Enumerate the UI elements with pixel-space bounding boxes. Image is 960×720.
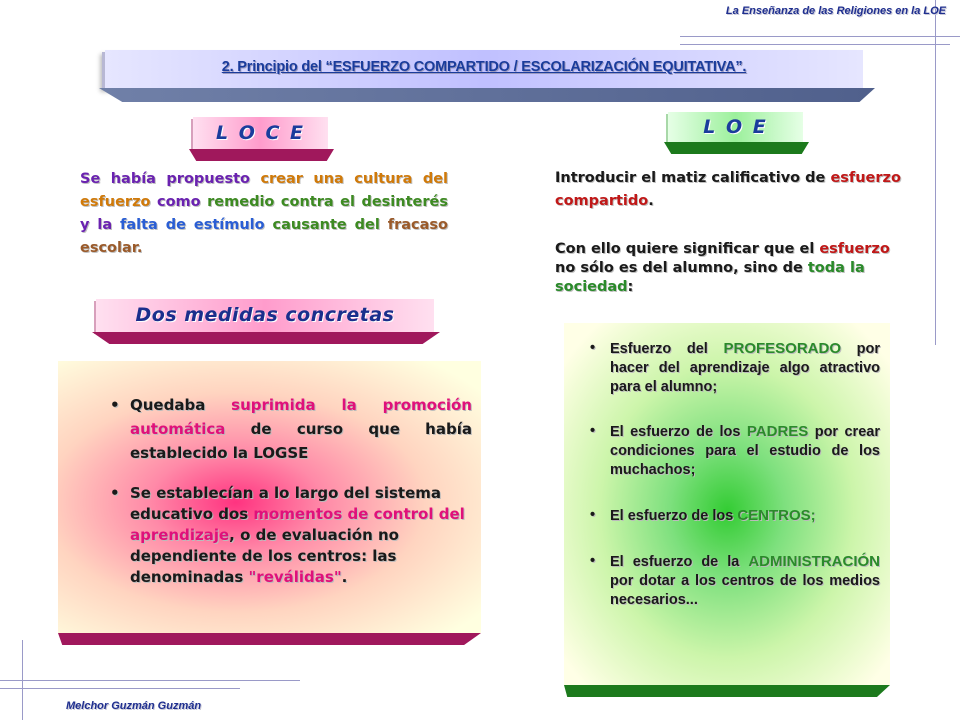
bullet-icon: • [110,396,120,414]
loce-label-bevel [189,149,334,161]
measure-text: , o de evaluación no dependiente de los centros: las denominadas [130,526,399,586]
list-item [590,422,880,480]
loe-label: L O E [703,116,768,138]
list-item [110,483,472,588]
loe-intro-part: . [648,193,654,209]
loe-efforts-panel-bevel [564,685,890,697]
loce-paragraph [80,168,448,260]
list-item [110,393,472,465]
effort-highlight: PROFESORADO [723,340,841,357]
decor-horizontal-line-bottom-left-1 [0,680,300,681]
measure-highlight: "reválidas" [248,568,342,586]
loce-paragraph-part: como [150,194,208,210]
loce-paragraph-highlight: fracaso escolar. [80,217,448,256]
effort-text: ; [810,507,816,524]
loe-meaning-part: : [627,279,634,295]
loce-label: L O C E [215,122,306,144]
loe-meaning-part: no sólo es del alumno, sino de [555,260,808,276]
loe-label-box [668,112,803,142]
loce-measures-panel-bevel [58,633,481,645]
loce-paragraph-part: causante del [264,217,388,233]
list-item [590,339,881,397]
loce-paragraph-highlight: crear una cultura del esfuerzo [80,171,449,210]
bullet-icon: • [590,553,596,569]
loe-intro-highlight: esfuerzo compartido [555,170,901,209]
decor-horizontal-line-bottom-left-2 [0,688,240,689]
effort-highlight: PADRES [746,423,809,440]
loe-meaning-part: Con ello quiere significar que el [555,241,820,257]
loce-paragraph-highlight: falta de estímulo [120,217,265,233]
effort-text: El esfuerzo de los [610,508,738,524]
bullet-icon: • [590,423,596,439]
bullet-icon: • [590,507,596,523]
loce-label-box [193,117,328,149]
loce-paragraph-part: y la [80,217,121,233]
effort-text: El esfuerzo de la [610,554,749,570]
measures-label-box [96,299,434,332]
list-item [590,552,880,610]
loe-meaning-highlight: toda la sociedad [555,260,865,295]
title-banner [105,50,863,88]
title-banner-bevel [99,88,875,102]
loce-paragraph-highlight: remedio contra el desinterés [207,194,448,210]
measure-highlight: momentos de control del aprendizaje [130,505,465,544]
list-item [590,506,880,526]
decor-horizontal-line-top-right-1 [680,36,960,37]
loe-intro-paragraph [555,167,903,213]
measure-text: Se establecían a lo largo del sistema educativo dos [130,484,442,523]
effort-text: Esfuerzo del [610,341,724,357]
effort-text: por dotar a los centros de los medios necesarios... [610,573,880,608]
loe-label-bevel [664,142,809,154]
measure-text: Quedaba [130,396,232,414]
decor-horizontal-line-top-right-2 [680,44,950,45]
effort-highlight: ADMINISTRACIÓN [748,553,880,570]
loce-measures-list [110,393,472,588]
loe-intro-part: Introducir el matiz calificativo de [555,170,831,186]
loe-meaning-paragraph [555,240,903,297]
effort-text: El esfuerzo de los [610,424,747,440]
loe-efforts-list [590,339,881,610]
effort-text: por hacer del aprendizaje algo atractivo para el alumno; [610,341,881,395]
measures-label-bevel [92,332,440,344]
loce-paragraph-part: Se había propuesto [80,171,261,187]
effort-highlight: CENTROS [737,507,811,524]
measures-label: Dos medidas concretas [135,304,395,326]
effort-text: por crear condiciones para el estudio de los muchachos; [610,424,880,478]
measure-text: . [341,568,348,586]
measure-highlight: suprimida la promoción automática [130,396,472,438]
loe-meaning-highlight: esfuerzo [819,241,890,257]
footer-author: Melchor Guzmán Guzmán [66,700,202,712]
page-title: 2. Principio del “ESFUERZO COMPARTIDO / ESCOLARIZACIÓN EQUITATIVA”. [221,59,747,75]
header-caption: La Enseñanza de las Religiones en la LOE [725,5,946,17]
bullet-icon: • [110,484,120,502]
bullet-icon: • [590,340,596,356]
decor-vertical-line-right [935,0,936,345]
measure-text: de curso que había establecido la LOGSE [130,420,472,462]
